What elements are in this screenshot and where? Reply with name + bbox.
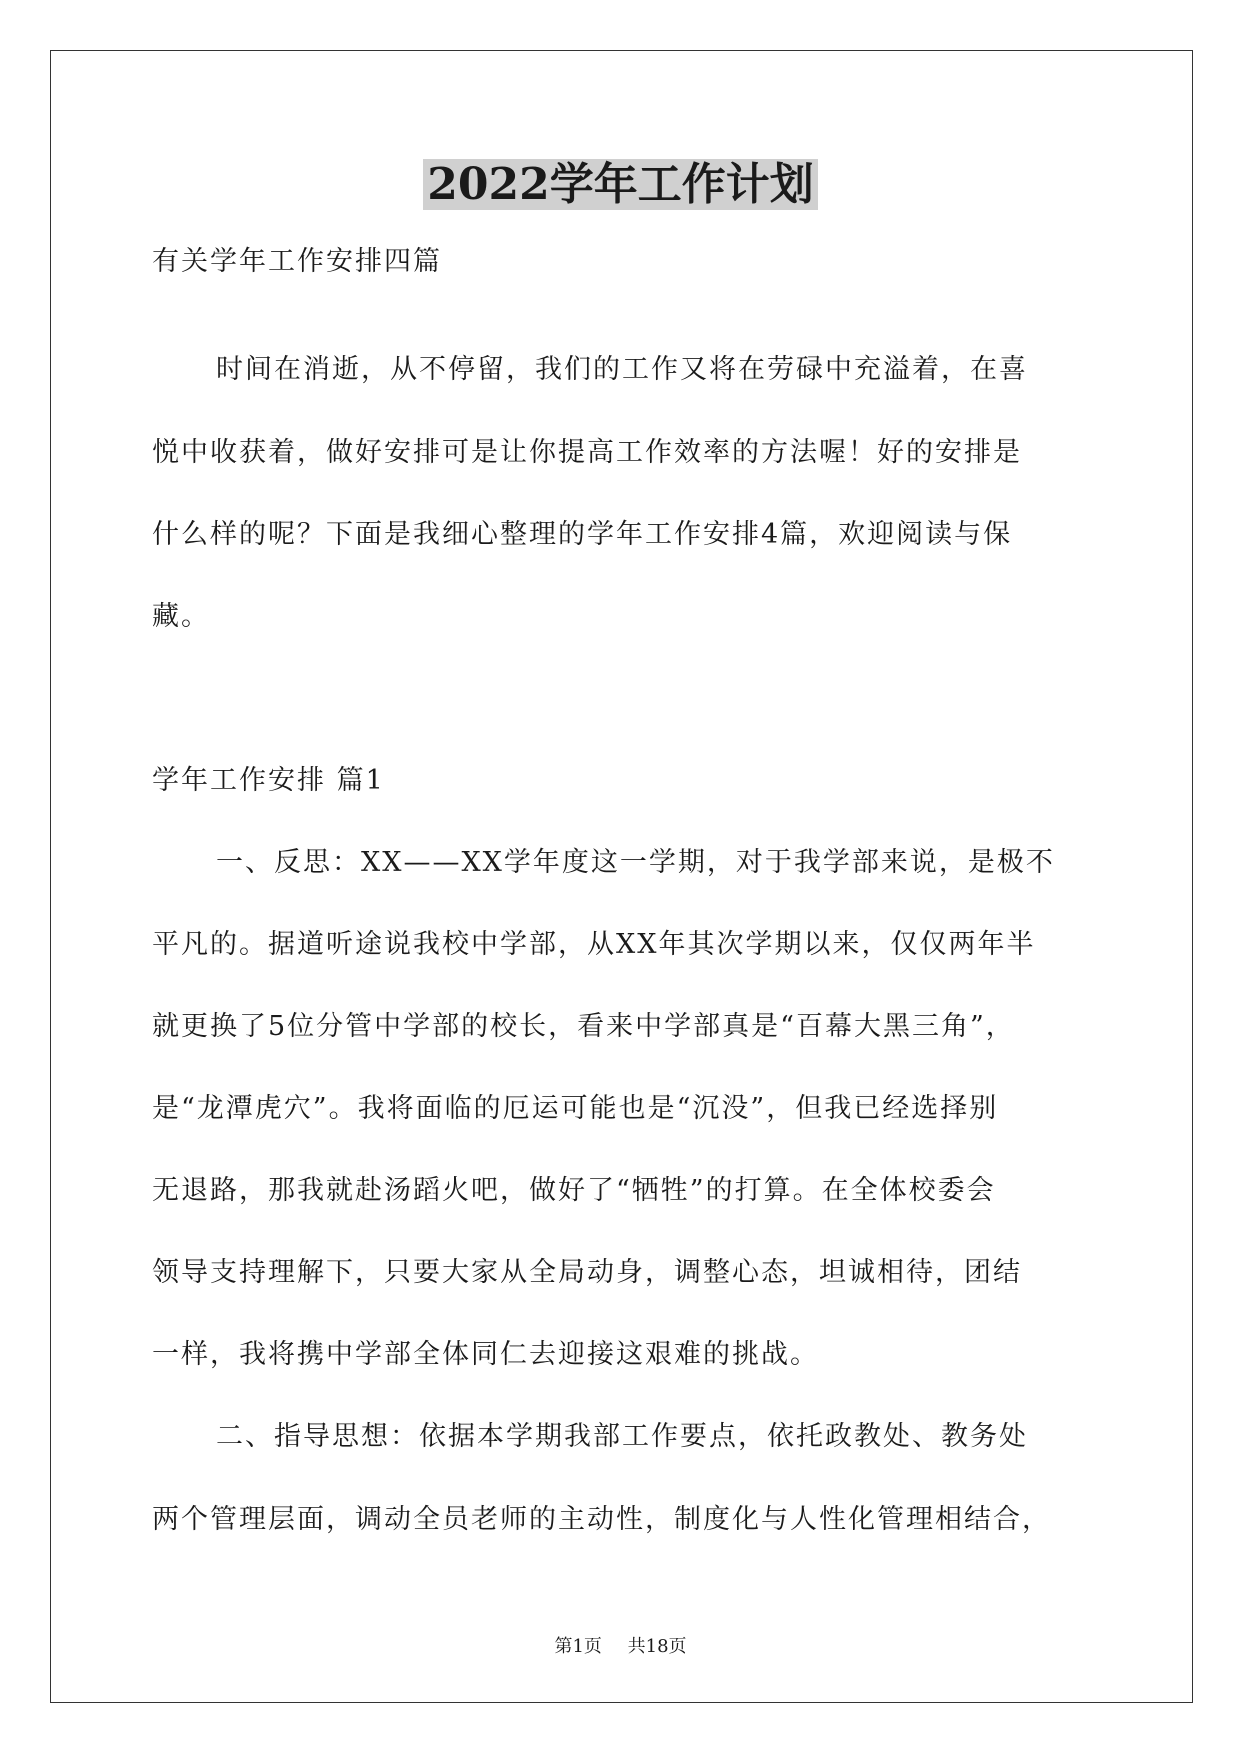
paragraph-line: 一样，我将携中学部全体同仁去迎接这艰难的挑战。 xyxy=(152,1339,819,1370)
paragraph-line: 二、指导思想：依据本学期我部工作要点，依托政教处、教务处 xyxy=(216,1421,1028,1452)
paragraph-line: 悦中收获着，做好安排可是让你提高工作效率的方法喔！好的安排是 xyxy=(152,437,1022,468)
paragraph-line: 无退路，那我就赴汤蹈火吧，做好了“牺牲”的打算。在全体校委会 xyxy=(152,1175,996,1206)
paragraph-line: 时间在消逝，从不停留，我们的工作又将在劳碌中充溢着，在喜 xyxy=(216,354,1028,385)
document-title xyxy=(0,155,1241,215)
paragraph-line: 就更换了5位分管中学部的校长，看来中学部真是“百幕大黑三角”， xyxy=(152,1011,1015,1042)
subtitle: 有关学年工作安排四篇 xyxy=(152,246,442,277)
paragraph-line: 领导支持理解下，只要大家从全局动身，调整心态，坦诚相待，团结 xyxy=(152,1257,1022,1288)
paragraph-line: 两个管理层面，调动全员老师的主动性，制度化与人性化管理相结合， xyxy=(152,1504,1051,1535)
document-title-text: 2022学年工作计划 xyxy=(423,159,817,210)
paragraph-line: 是“龙潭虎穴”。我将面临的厄运可能也是“沉没”，但我已经选择别 xyxy=(152,1093,999,1124)
page-number: 第1页 xyxy=(554,1636,602,1657)
page-total: 共18页 xyxy=(627,1636,687,1657)
section-heading: 学年工作安排 篇1 xyxy=(152,765,385,796)
page-footer xyxy=(0,1635,1241,1659)
paragraph-line: 什么样的呢？下面是我细心整理的学年工作安排4篇，欢迎阅读与保 xyxy=(152,519,1013,550)
paragraph-line: 平凡的。据道听途说我校中学部，从XX年其次学期以来，仅仅两年半 xyxy=(152,929,1036,960)
paragraph-line: 藏。 xyxy=(152,601,210,632)
paragraph-line: 一、反思：XX——XX学年度这一学期，对于我学部来说，是极不 xyxy=(216,847,1055,878)
